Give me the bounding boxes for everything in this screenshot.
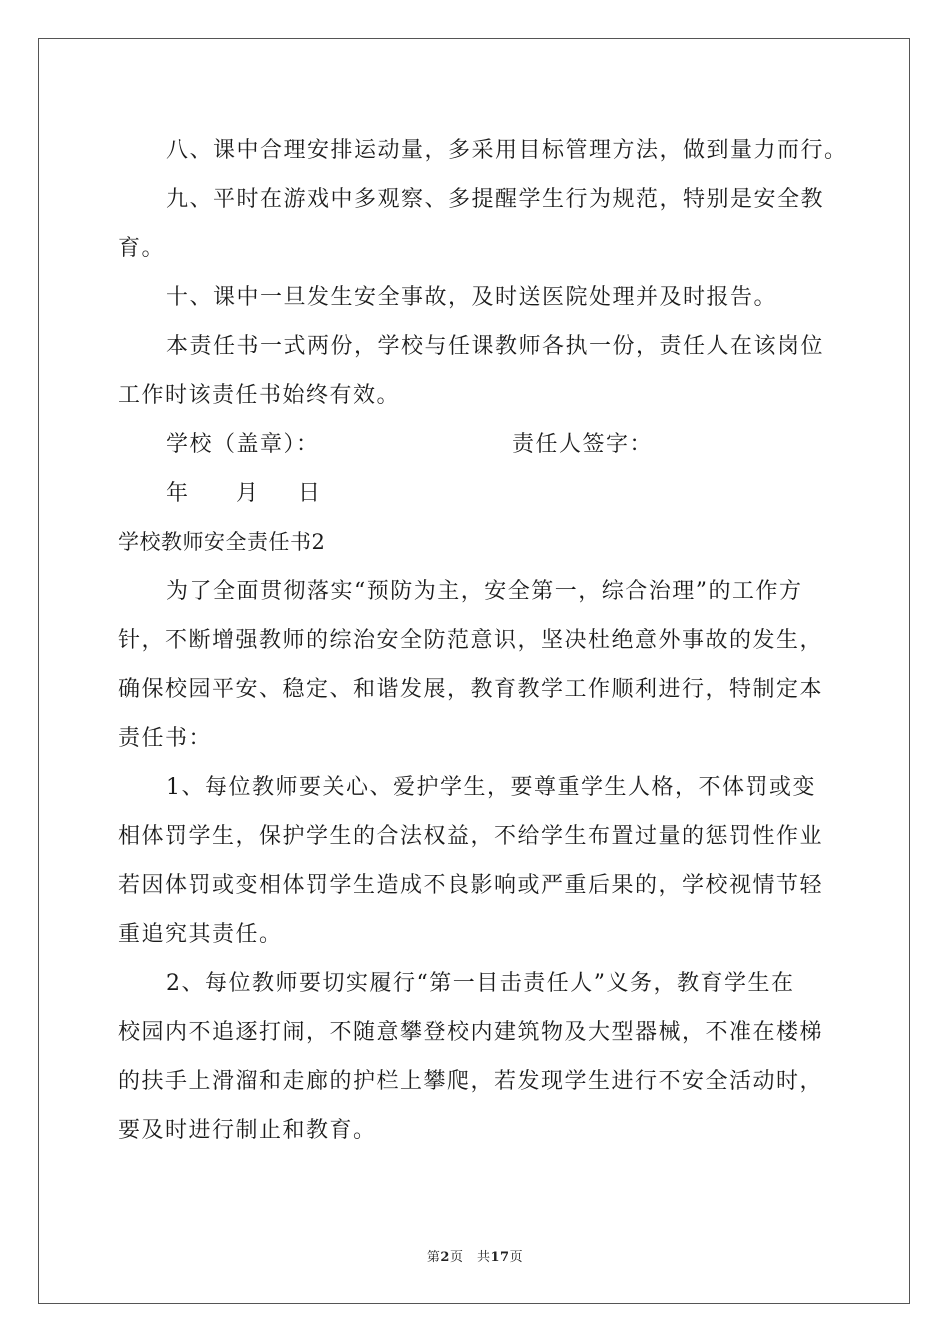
- school-seal-label: 学校（盖章）：: [166, 432, 320, 457]
- footer-page-prefix: 第: [426, 1250, 441, 1265]
- paragraph-line: 育。: [118, 236, 166, 261]
- date-day-label: 日: [298, 481, 322, 506]
- paragraph-line: 2、每位教师要切实履行“第一目击责任人”义务，教育学生在: [166, 971, 795, 996]
- paragraph-line: 校园内不追逐打闹，不随意攀登校内建筑物及大型器械，不准在楼梯: [118, 1020, 824, 1045]
- date-month-label: 月: [236, 481, 260, 506]
- footer-page-mid: 页 共: [449, 1250, 491, 1265]
- footer-page-suffix: 页: [509, 1250, 524, 1265]
- footer-total-pages: 17: [490, 1250, 510, 1265]
- paragraph-line: 十、课中一旦发生安全事故，及时送医院处理并及时报告。: [166, 285, 778, 310]
- paragraph-line: 本责任书一式两份，学校与任课教师各执一份，责任人在该岗位: [166, 334, 825, 359]
- signature-row: [118, 420, 838, 469]
- paragraph-line: 责任书：: [118, 726, 213, 751]
- paragraph-line: 针，不断增强教师的综治安全防范意识，坚决杜绝意外事故的发生，: [118, 628, 824, 653]
- page-footer: [0, 1246, 950, 1265]
- paragraph-line: 九、平时在游戏中多观察、多提醒学生行为规范，特别是安全教: [166, 187, 825, 212]
- paragraph-line: 工作时该责任书始终有效。: [118, 383, 401, 408]
- paragraph-line: 相体罚学生，保护学生的合法权益，不给学生布置过量的惩罚性作业: [118, 824, 824, 849]
- section-title: 学校教师安全责任书2: [118, 530, 326, 554]
- paragraph-line: 的扶手上滑溜和走廊的护栏上攀爬，若发现学生进行不安全活动时，: [118, 1069, 824, 1094]
- paragraph-line: 为了全面贯彻落实“预防为主，安全第一，综合治理”的工作方: [166, 579, 803, 604]
- paragraph-line: 重追究其责任。: [118, 922, 283, 947]
- date-row: [118, 469, 838, 518]
- paragraph-line: 八、课中合理安排运动量，多采用目标管理方法，做到量力而行。: [166, 138, 848, 163]
- document-body: [118, 126, 848, 1155]
- date-year-label: 年: [166, 481, 190, 506]
- paragraph-line: 若因体罚或变相体罚学生造成不良影响或严重后果的，学校视情节轻: [118, 873, 824, 898]
- paragraph-line: 1、每位教师要关心、爱护学生，要尊重学生人格，不体罚或变: [166, 775, 816, 800]
- paragraph-line: 要及时进行制止和教育。: [118, 1118, 377, 1143]
- footer-current-page: 2: [440, 1250, 450, 1265]
- responsible-sign-label: 责任人签字：: [512, 432, 654, 457]
- paragraph-line: 确保校园平安、稳定、和谐发展，教育教学工作顺利进行，特制定本: [118, 677, 824, 702]
